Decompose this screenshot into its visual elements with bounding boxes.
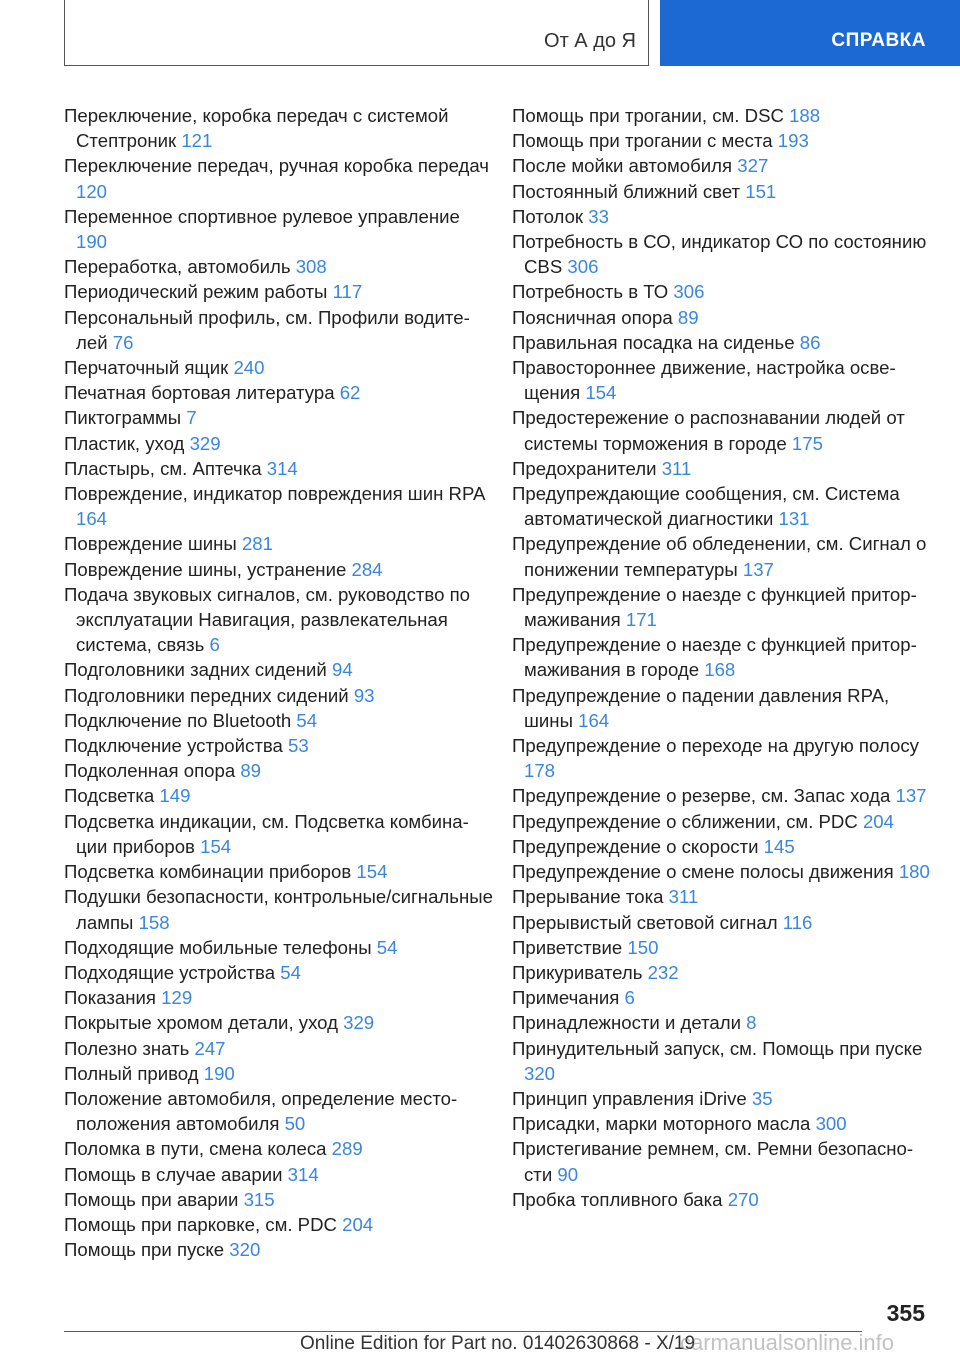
entry-text: Подсветка комбинации приборов — [64, 861, 352, 883]
index-entry — [512, 1036, 932, 1086]
index-entry — [512, 910, 932, 935]
index-entry — [512, 1187, 932, 1212]
index-entry — [64, 985, 494, 1010]
entry-text: Потребность в ТО — [512, 281, 669, 303]
page-link[interactable]: 175 — [791, 432, 823, 454]
index-entry — [64, 1187, 494, 1212]
entry-text: Приветствие — [512, 936, 623, 958]
index-entry — [64, 153, 494, 203]
index-entry — [64, 103, 494, 153]
page-link[interactable]: 164 — [76, 508, 108, 530]
entry-text: Потребность в СО, индикатор СО по состоянию CBS — [512, 231, 927, 278]
entry-text: Прикуриватель — [512, 961, 643, 983]
page-link[interactable]: 54 — [280, 961, 301, 983]
entry-text: Периодический режим работы — [64, 281, 328, 303]
entry-text: После мойки автомобиля — [512, 155, 733, 177]
index-entry — [64, 254, 494, 279]
index-entry — [64, 733, 494, 758]
page-link[interactable]: 94 — [332, 659, 353, 681]
page-link[interactable]: 120 — [76, 180, 108, 202]
entry-text: Предупреждение о резерве, см. Запас хода — [512, 785, 891, 807]
page-link[interactable]: 306 — [673, 281, 705, 303]
entry-text: Переключение передач, ручная коробка передач — [64, 155, 489, 177]
entry-text: Помощь при аварии — [64, 1188, 239, 1210]
index-entry — [512, 153, 932, 178]
index-entry — [64, 531, 494, 556]
page-link[interactable]: 327 — [737, 155, 769, 177]
page-link[interactable]: 320 — [229, 1239, 261, 1261]
page-link[interactable]: 311 — [661, 457, 692, 479]
page-link[interactable]: 178 — [524, 760, 556, 782]
index-entry — [512, 859, 932, 884]
index-entry — [512, 733, 932, 783]
entry-text: Помощь в случае аварии — [64, 1163, 283, 1185]
page-link[interactable]: 149 — [159, 785, 191, 807]
entry-text: Примечания — [512, 987, 620, 1009]
entry-text: Положение автомобиля, определение местоположения автомобиля — [64, 1087, 458, 1135]
page-link[interactable]: 7 — [186, 407, 197, 429]
entry-text: Предупреждение о переходе на другую полосу — [512, 735, 919, 757]
page-link[interactable]: 204 — [342, 1213, 374, 1235]
index-entry — [64, 1036, 494, 1061]
page-number: 355 — [886, 1300, 925, 1326]
entry-text: Подходящие устройства — [64, 961, 276, 983]
page-link[interactable]: 193 — [777, 130, 809, 152]
header-tab[interactable] — [660, 0, 960, 66]
page-link[interactable]: 150 — [627, 936, 659, 958]
index-entry — [64, 1061, 494, 1086]
page-link[interactable]: 35 — [751, 1087, 773, 1109]
entry-text: Предупреждение о скорости — [512, 835, 759, 857]
entry-text: Подключение устройства — [64, 735, 283, 757]
index-entry — [64, 1136, 494, 1161]
entry-text: Прерывистый световой сигнал — [512, 911, 778, 933]
entry-text: Перчаточный ящик — [64, 357, 229, 379]
entry-text: Подголовники задних сидений — [64, 659, 327, 681]
page-link[interactable]: 6 — [209, 634, 220, 656]
index-entry — [512, 683, 932, 733]
page-link[interactable]: 131 — [778, 508, 810, 530]
page-link[interactable]: 188 — [789, 105, 821, 126]
page-link[interactable]: 164 — [578, 709, 610, 731]
entry-text: Помощь при трогании с места — [512, 130, 773, 152]
page-link[interactable]: 116 — [782, 911, 813, 933]
page-link[interactable]: 154 — [200, 835, 232, 857]
entry-text: Подколенная опора — [64, 760, 236, 782]
entry-text: Правостороннее движение, настройка освещения — [512, 357, 896, 404]
entry-text: Печатная бортовая литература — [64, 382, 335, 404]
entry-text: Подсветка — [64, 785, 155, 807]
page-link[interactable]: 89 — [240, 760, 262, 782]
entry-text: Предостережение о распознавании людей от системы торможения в городе — [512, 407, 905, 454]
entry-text: Повреждение шины — [64, 533, 237, 555]
entry-text: Подголовники передних сидений — [64, 684, 349, 706]
entry-text: Полный привод — [64, 1062, 199, 1084]
page-link[interactable]: 311 — [668, 886, 699, 908]
index-entry — [512, 582, 932, 632]
entry-text: Предупреждение о наезде с функцией притормаживания в городе — [512, 634, 917, 681]
watermark: carmanualsonline.info — [680, 1330, 895, 1355]
entry-text: Помощь при трогании, см. DSC — [512, 105, 784, 126]
entry-text: Пластырь, см. Аптечка — [64, 457, 262, 479]
index-entry — [512, 1136, 932, 1186]
page-link[interactable]: 137 — [895, 785, 927, 807]
index-entry — [512, 305, 932, 330]
index-entry — [64, 859, 494, 884]
page-link[interactable]: 180 — [898, 861, 930, 883]
entry-text: Полезно знать — [64, 1037, 190, 1059]
page-link[interactable]: 315 — [243, 1188, 275, 1210]
index-entry — [64, 204, 494, 254]
page-link[interactable]: 308 — [295, 256, 327, 278]
entry-text: Предупреждение об обледенении, см. Сигнал о понижении температуры — [512, 533, 927, 580]
page-link[interactable]: 168 — [704, 659, 736, 681]
index-entry — [512, 960, 932, 985]
entry-text: Присадки, марки моторного масла — [512, 1113, 811, 1135]
index-entry — [512, 179, 932, 204]
page-link[interactable]: 33 — [588, 205, 609, 227]
page-link[interactable]: 145 — [763, 835, 795, 857]
entry-text: Принцип управления iDrive — [512, 1087, 747, 1109]
entry-text: Повреждение, индикатор повреждения шин RPA — [64, 483, 485, 505]
index-entry — [64, 481, 494, 531]
page-link[interactable]: 76 — [112, 331, 134, 353]
entry-text: Помощь при пуске — [64, 1239, 225, 1261]
index-entry — [512, 279, 932, 304]
entry-text: Предупреждение о наезде с функцией притормаживания — [512, 583, 917, 631]
page-link[interactable]: 6 — [624, 987, 635, 1009]
entry-text: Пиктограммы — [64, 407, 182, 429]
index-entry — [64, 1212, 494, 1237]
entry-text: Персональный профиль, см. Профили водителей — [64, 306, 470, 353]
index-entry — [512, 103, 932, 128]
entry-text: Пристегивание ремнем, см. Ремни безопасности — [512, 1138, 914, 1185]
index-entry — [64, 1237, 494, 1262]
entry-text: Переменное спортивное рулевое управление — [64, 205, 460, 227]
entry-text: Подсветка индикации, см. Подсветка комбинации приборов — [64, 810, 469, 857]
page-link[interactable]: 281 — [241, 533, 273, 555]
page-link[interactable]: 54 — [296, 709, 318, 731]
index-entry — [512, 355, 932, 405]
entry-text: Пластик, уход — [64, 432, 185, 454]
page-link[interactable]: 93 — [353, 684, 375, 706]
index-entry — [512, 783, 932, 808]
header-section-box — [64, 0, 649, 66]
page-link[interactable]: 204 — [862, 810, 894, 832]
index-entry — [512, 884, 932, 909]
entry-text: Постоянный ближний свет — [512, 180, 741, 202]
page-link[interactable]: 154 — [356, 861, 388, 883]
page-link[interactable]: 53 — [288, 735, 309, 757]
index-entry — [64, 935, 494, 960]
entry-text: Подключение по Bluetooth — [64, 709, 292, 731]
page-link[interactable]: 314 — [266, 457, 298, 479]
entry-text: Покрытые хромом детали, уход — [64, 1012, 338, 1034]
page-link[interactable]: 171 — [625, 609, 657, 631]
entry-text: Принудительный запуск, см. Помощь при пуске — [512, 1037, 923, 1059]
page-link[interactable]: 247 — [194, 1037, 226, 1059]
entry-text: Предупреждение о сближении, см. PDC — [512, 810, 858, 832]
index-entry — [64, 1086, 494, 1136]
index-entry — [512, 1010, 932, 1035]
index-entry — [64, 279, 494, 304]
index-entry — [512, 985, 932, 1010]
entry-text: Предупреждение о падении давления RPA, шины — [512, 684, 890, 731]
page-link[interactable]: 158 — [138, 911, 170, 933]
index-entry — [64, 783, 494, 808]
page-link[interactable]: 329 — [189, 432, 221, 454]
page-link[interactable]: 8 — [746, 1012, 757, 1034]
entry-text: Показания — [64, 987, 156, 1009]
entry-text: Подходящие мобильные телефоны — [64, 936, 372, 958]
index-entry — [512, 531, 932, 581]
index-entry — [512, 632, 932, 682]
page-link[interactable]: 137 — [742, 558, 774, 580]
page-link[interactable]: 151 — [745, 180, 777, 202]
page-link[interactable]: 54 — [376, 936, 398, 958]
index-entry — [512, 1111, 932, 1136]
page-link[interactable]: 320 — [524, 1062, 556, 1084]
page-link[interactable]: 50 — [284, 1113, 306, 1135]
index-entry — [64, 1010, 494, 1035]
entry-text: Переработка, автомобиль — [64, 256, 291, 278]
page-link[interactable]: 154 — [585, 382, 617, 404]
index-entry — [64, 380, 494, 405]
section-title: От А до Я — [544, 30, 636, 52]
page-link[interactable]: 240 — [233, 357, 265, 379]
page-link[interactable]: 190 — [76, 231, 108, 253]
footer-text: Online Edition for Part no. 01402630868 - X/19 — [300, 1333, 696, 1354]
index-entry — [64, 960, 494, 985]
index-column-right — [512, 103, 932, 1212]
entry-text: Пробка топливного бака — [512, 1188, 723, 1210]
index-column-left — [64, 103, 494, 1262]
index-entry — [64, 758, 494, 783]
page-link[interactable]: 117 — [332, 281, 363, 303]
page-link[interactable]: 270 — [727, 1188, 759, 1210]
entry-text: Подача звуковых сигналов, см. руководство по эксплуатации Навигация, развлекательная система, связь — [64, 583, 471, 656]
index-entry — [64, 884, 494, 934]
index-entry — [512, 809, 932, 834]
entry-text: Принадлежности и детали — [512, 1012, 741, 1034]
entry-text: Потолок — [512, 205, 584, 227]
page-link[interactable]: 314 — [287, 1163, 319, 1185]
index-entry — [64, 708, 494, 733]
index-entry — [512, 935, 932, 960]
index-entry — [64, 657, 494, 682]
page-link[interactable]: 190 — [203, 1062, 235, 1084]
index-entry — [64, 355, 494, 380]
index-entry — [64, 557, 494, 582]
index-entry — [512, 481, 932, 531]
index-entry — [512, 128, 932, 153]
index-entry — [64, 431, 494, 456]
entry-text: Помощь при парковке, см. PDC — [64, 1213, 337, 1235]
index-entry — [512, 834, 932, 859]
page-link[interactable]: 90 — [557, 1163, 579, 1185]
index-entry — [512, 1086, 932, 1111]
entry-text: Поясничная опора — [512, 306, 673, 328]
index-entry — [64, 809, 494, 859]
page-link[interactable]: 284 — [351, 558, 383, 580]
entry-text: Правильная посадка на сиденье — [512, 331, 795, 353]
page-link[interactable]: 62 — [339, 382, 361, 404]
page-link[interactable]: 306 — [567, 256, 599, 278]
index-entry — [512, 456, 932, 481]
entry-text: Предупреждающие сообщения, см. Система автоматической диагностики — [512, 483, 900, 530]
page-link[interactable]: 86 — [799, 331, 821, 353]
page-link[interactable]: 329 — [343, 1012, 375, 1034]
index-entry — [512, 204, 932, 229]
page-link[interactable]: 121 — [181, 130, 213, 152]
entry-text: Предупреждение о смене полосы движения — [512, 861, 894, 883]
index-entry — [512, 330, 932, 355]
index-entry — [64, 582, 494, 658]
entry-text: Предохранители — [512, 457, 657, 479]
page-link[interactable]: 232 — [647, 961, 679, 983]
tab-label: СПРАВКА — [831, 30, 926, 51]
entry-text: Прерывание тока — [512, 886, 664, 908]
page-link[interactable]: 129 — [161, 987, 193, 1009]
entry-text: Переключение, коробка передач с системой Стептроник — [64, 105, 449, 152]
page-link[interactable]: 89 — [677, 306, 699, 328]
index-entry — [512, 405, 932, 455]
entry-text: Повреждение шины, устранение — [64, 558, 347, 580]
index-entry — [64, 405, 494, 430]
entry-text: Подушки безопасности, контрольные/сигнальные лампы — [64, 886, 493, 933]
entry-text: Поломка в пути, смена колеса — [64, 1138, 327, 1160]
index-entry — [64, 1162, 494, 1187]
index-entry — [64, 683, 494, 708]
index-entry — [64, 456, 494, 481]
index-entry — [64, 305, 494, 355]
index-entry — [512, 229, 932, 279]
page-link[interactable]: 289 — [331, 1138, 363, 1160]
page-link[interactable]: 300 — [815, 1113, 847, 1135]
